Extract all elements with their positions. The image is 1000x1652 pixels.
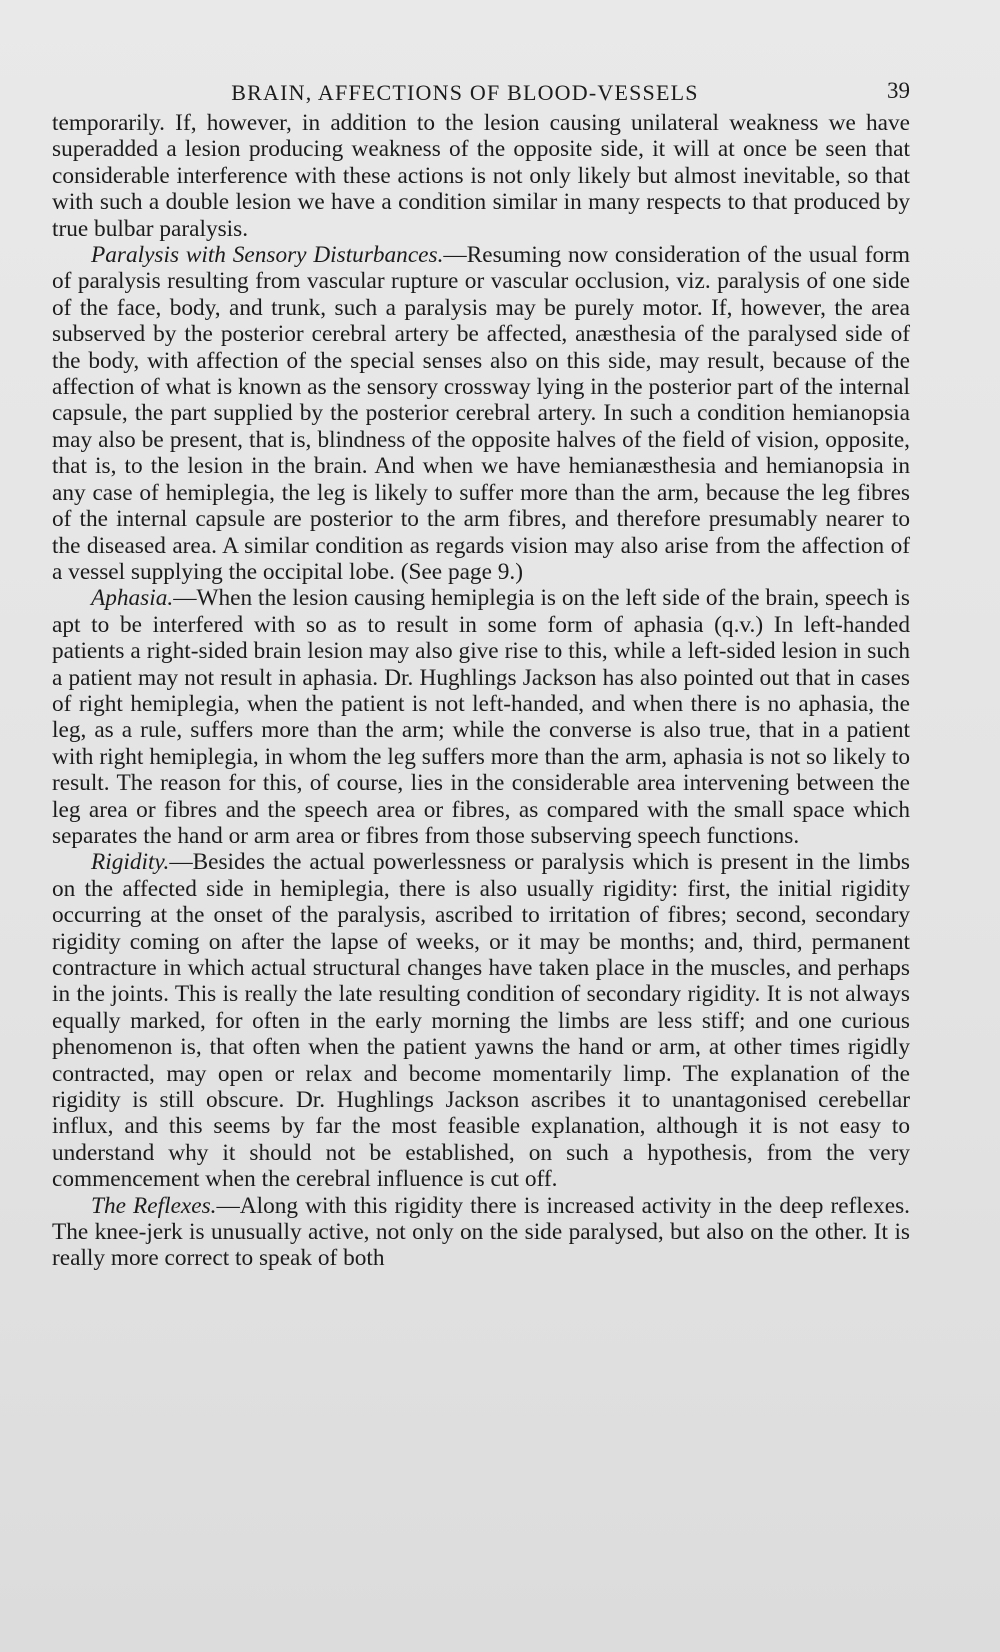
paragraph-text: temporarily. If, however, in addition to the lesion causing unilateral weakness we have superadded a lesion producing weakness of the opposite side, it will at once be seen that considerable interference with these actions is not only likely but almost inevitable, so that with such a double lesion we have a condition similar in many respects to that produced by true bulbar paralysis. [52, 110, 910, 242]
paragraph-reflexes [52, 1193, 910, 1272]
section-heading: Paralysis with Sensory Disturbances. [91, 242, 444, 269]
paragraph-text: —When the lesion causing hemiplegia is on the left side of the brain, speech is apt to be interfered with so as to result in some form of aphasia (q.v.) In left-handed patients a right-sided brain lesion may also give rise to this, while a left-sided lesion in such a patient may not result in aphasia. Dr. Hughlings Jackson has also pointed out that in cases of right hemiplegia, when the patient is not left-handed, and when there is no aphasia, the leg, as a rule, suffers more than the arm; while the converse is also true, that in a patient with right hemiplegia, in whom the leg suffers more than the arm, aphasia is not so likely to result. The reason for this, of course, lies in the considerable area intervening between the leg area or fibres and the speech area or fibres, as compared with the small space which separates the hand or arm area or fibres from those subserving speech functions. [52, 585, 910, 849]
paragraph-continuation [52, 110, 910, 242]
running-title: BRAIN, AFFECTIONS OF BLOOD-VESSELS [231, 80, 699, 105]
paragraph-text: —Besides the actual powerlessness or paralysis which is present in the limbs on the affected side in hemiplegia, there is also usually rigidity: first, the initial rigidity occurring at the onset of the paralysis, ascribed to irritation of fibres; second, secondary rigidity coming on after the lapse of weeks, or it may be months; and, third, permanent contracture in which actual structural changes have taken place in the muscles, and perhaps in the joints. This is really the late resulting condition of secondary rigidity. It is not always equally marked, for often in the early morning the limbs are less stiff; and one curious phenomenon is, that often when the patient yawns the hand or arm, at other times rigidly contracted, may open or relax and become momentarily limp. The explanation of the rigidity is still obscure. Dr. Hughlings Jackson ascribes it to unantagonised cerebellar influx, and this seems by far the most feasible explanation, although it is not easy to understand why it should not be established, on such a hypothesis, from the very commencement when the cerebral influence is cut off. [52, 849, 910, 1193]
paragraph-rigidity [52, 849, 910, 1192]
running-head [80, 70, 910, 110]
page-number: 39 [887, 78, 910, 103]
section-heading: The Reflexes. [91, 1192, 217, 1219]
body-text [52, 110, 910, 1272]
section-heading: Rigidity. [91, 849, 170, 876]
paragraph-paralysis-sensory [52, 242, 910, 585]
paragraph-aphasia [52, 585, 910, 849]
section-heading: Aphasia. [91, 585, 174, 612]
paragraph-text: —Along with this rigidity there is increased activity in the deep reflexes. The knee-jerk is unusually active, not only on the side paralysed, but also on the other. It is really more correct to speak of both [52, 1192, 911, 1272]
paragraph-text: —Resuming now consideration of the usual form of paralysis resulting from vascular rupture or vascular occlusion, viz. paralysis of one side of the face, body, and trunk, such a paralysis may be purely motor. If, however, the area subserved by the posterior cerebral artery be affected, anæsthesia of the paralysed side of the body, with affection of the special senses also on this side, may result, because of the affection of what is known as the sensory crossway lying in the posterior part of the internal capsule, the part supplied by the posterior cerebral artery. In such a condition hemianopsia may also be present, that is, blindness of the opposite halves of the field of vision, opposite, that is, to the lesion in the brain. And when we have hemianæsthesia and hemianopsia in any case of hemiplegia, the leg is likely to suffer more than the arm, because the leg fibres of the internal capsule are posterior to the arm fibres, and therefore presumably nearer to the diseased area. A similar condition as regards vision may also arise from the affection of a vessel supplying the occipital lobe. (See page 9.) [52, 242, 910, 585]
